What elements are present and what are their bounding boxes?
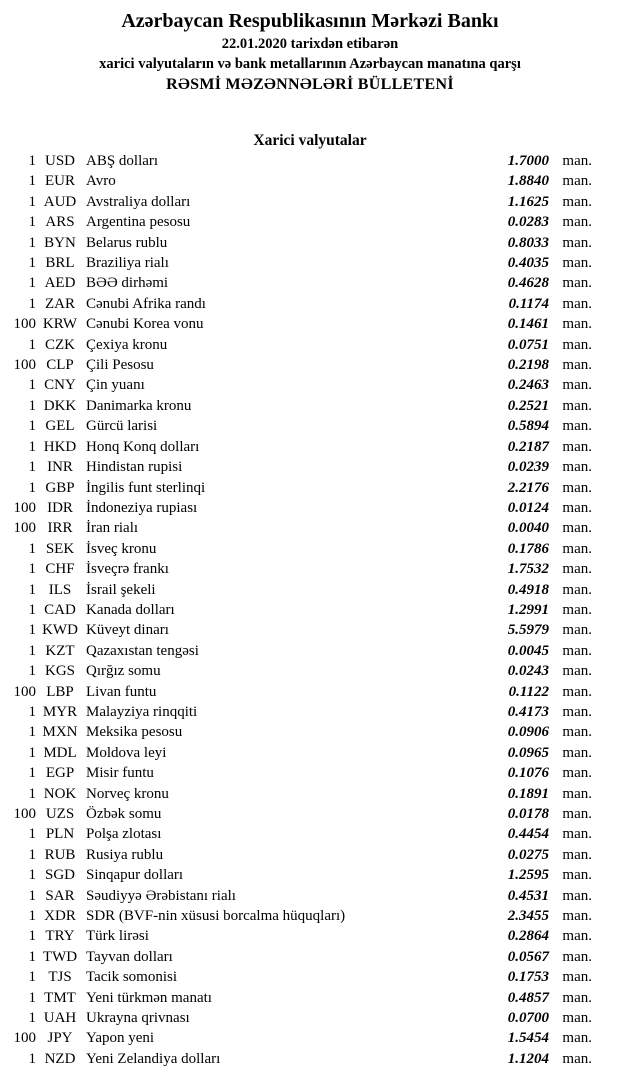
bulletin-header: [0, 0, 620, 96]
rate-row: [0, 784, 620, 804]
currency-code: UAH: [43, 1010, 77, 1027]
currency-unit-label: man.: [562, 1030, 592, 1047]
rate-quantity: 1: [28, 193, 36, 210]
rate-value: 1.1204: [507, 1050, 549, 1067]
rate-value: 0.0283: [507, 214, 549, 231]
rate-value: 1.5454: [507, 1030, 549, 1047]
rate-value: 0.0751: [507, 336, 549, 353]
currency-name: Polşa zlotası: [86, 826, 162, 843]
rate-value: 1.8840: [507, 173, 549, 190]
currency-code: KZT: [45, 642, 75, 659]
rate-value: 0.0124: [507, 499, 549, 516]
rate-row: [0, 865, 620, 885]
rate-value: 1.7000: [507, 153, 549, 169]
currency-code: NZD: [44, 1050, 76, 1067]
currency-unit-label: man.: [562, 948, 592, 965]
rate-quantity: 100: [13, 357, 36, 374]
currency-unit-label: man.: [562, 581, 592, 598]
rate-value: 0.2521: [507, 397, 549, 414]
currency-unit-label: man.: [562, 459, 592, 476]
currency-unit-label: man.: [562, 785, 592, 802]
currency-name: Qırğız somu: [86, 663, 161, 680]
rate-value: 0.5894: [507, 418, 549, 435]
currency-name: Cənubi Korea vonu: [86, 316, 204, 333]
rate-quantity: 1: [28, 989, 36, 1006]
rate-row: [0, 396, 620, 416]
currency-unit-label: man.: [562, 561, 592, 578]
rate-row: [0, 926, 620, 946]
rate-value: 0.4173: [507, 703, 549, 720]
currency-code: MYR: [42, 703, 78, 720]
rate-quantity: 100: [13, 499, 36, 516]
rate-row: [0, 1008, 620, 1028]
currency-code: ILS: [48, 581, 72, 598]
rate-row: [0, 580, 620, 600]
currency-unit-label: man.: [562, 867, 592, 884]
currency-unit-label: man.: [562, 1010, 592, 1027]
currency-unit-label: man.: [562, 806, 592, 822]
currency-name: Türk lirəsi: [86, 928, 149, 945]
currency-unit-label: man.: [562, 336, 592, 353]
currency-code: KWD: [42, 622, 78, 639]
currency-unit-label: man.: [562, 255, 592, 272]
rate-value: 1.7532: [507, 561, 549, 578]
rate-quantity: 100: [13, 683, 36, 700]
currency-unit-label: man.: [562, 663, 592, 680]
rate-row: [0, 763, 620, 783]
currency-unit-label: man.: [562, 908, 592, 925]
rate-row: [0, 335, 620, 355]
currency-code: BRL: [45, 255, 75, 272]
currency-name: Yapon yeni: [86, 1030, 155, 1047]
currency-name: Tacik somonisi: [86, 969, 178, 986]
currency-name: Çin yuanı: [86, 377, 145, 394]
currency-code: EGP: [45, 765, 75, 782]
rate-value: 0.1122: [508, 683, 549, 700]
currency-code: USD: [44, 153, 75, 169]
currency-name: Yeni Zelandiya dolları: [86, 1050, 221, 1067]
currency-name: Sinqapur dolları: [86, 867, 184, 884]
currency-code: HKD: [43, 438, 77, 455]
rate-value: 0.0239: [507, 459, 549, 476]
currency-name: Qazaxıstan tengəsi: [86, 642, 199, 659]
currency-code: CZK: [45, 336, 75, 353]
currency-code: ZAR: [45, 295, 75, 312]
rate-row: [0, 661, 620, 681]
rate-row: [0, 620, 620, 640]
currency-name: Belarus rublu: [86, 234, 168, 251]
rate-value: 0.1076: [507, 765, 549, 782]
rate-quantity: 1: [28, 153, 36, 169]
currency-code: IDR: [47, 499, 73, 516]
rate-quantity: 1: [28, 663, 36, 680]
currency-name: Meksika pesosu: [86, 724, 183, 741]
currency-code: KGS: [44, 663, 75, 680]
currency-unit-label: man.: [562, 438, 592, 455]
rate-row: [0, 886, 620, 906]
rate-value: 2.3455: [507, 908, 549, 925]
rate-value: 0.0040: [507, 520, 549, 537]
currency-unit-label: man.: [562, 193, 592, 210]
currency-code: TRY: [45, 928, 75, 945]
rate-quantity: 1: [28, 744, 36, 761]
currency-code: PLN: [45, 826, 75, 843]
rate-row: [0, 988, 620, 1008]
currency-name: İsveçrə frankı: [86, 561, 169, 578]
currency-unit-label: man.: [562, 642, 592, 659]
rate-value: 0.4035: [507, 255, 549, 272]
currency-name: ABŞ dolları: [86, 153, 159, 169]
currency-name: Honq Konq dolları: [86, 438, 200, 455]
currency-unit-label: man.: [562, 683, 592, 700]
rate-value: 0.1891: [507, 785, 549, 802]
rate-row: [0, 947, 620, 967]
currency-name: Çexiya kronu: [86, 336, 168, 353]
section-title-foreign-currencies: Xarici valyutalar: [253, 132, 367, 149]
currency-code: LBP: [46, 683, 74, 700]
rate-row: [0, 273, 620, 293]
rate-quantity: 1: [28, 969, 36, 986]
rate-quantity: 1: [28, 928, 36, 945]
rate-row: [0, 192, 620, 212]
rate-quantity: 1: [28, 173, 36, 190]
currency-code: SAR: [45, 887, 75, 904]
rate-quantity: 1: [28, 295, 36, 312]
rate-quantity: 1: [28, 397, 36, 414]
effective-date-line: 22.01.2020 tarixdən etibarən: [221, 36, 399, 52]
currency-unit-label: man.: [562, 887, 592, 904]
rate-quantity: 100: [13, 806, 36, 822]
currency-unit-label: man.: [562, 214, 592, 231]
rate-value: 1.1625: [507, 193, 549, 210]
currency-code: AED: [44, 275, 76, 292]
currency-unit-label: man.: [562, 173, 592, 190]
currency-name: Malayziya rinqqiti: [86, 703, 198, 720]
rate-row: [0, 702, 620, 722]
currency-code: KRW: [42, 316, 78, 333]
bank-name-title: Azərbaycan Respublikasının Mərkəzi Bankı: [121, 10, 499, 32]
rate-row: [0, 539, 620, 559]
rate-quantity: 1: [28, 418, 36, 435]
currency-unit-label: man.: [562, 601, 592, 618]
rate-row: [0, 355, 620, 375]
rate-value: 0.2187: [507, 438, 549, 455]
currency-name: İndoneziya rupiası: [86, 499, 198, 516]
currency-code: EUR: [45, 173, 75, 190]
rate-quantity: 1: [28, 540, 36, 557]
currency-unit-label: man.: [562, 499, 592, 516]
currency-unit-label: man.: [562, 479, 592, 496]
currency-unit-label: man.: [562, 969, 592, 986]
rate-value: 0.0243: [507, 663, 549, 680]
currency-unit-label: man.: [562, 703, 592, 720]
currency-code: CLP: [46, 357, 74, 374]
currency-name: BƏƏ dirhəmi: [86, 275, 169, 292]
currency-code: SEK: [45, 540, 75, 557]
rate-row: [0, 967, 620, 987]
currency-unit-label: man.: [562, 153, 592, 169]
currency-name: Kanada dolları: [86, 601, 175, 618]
currency-name: Yeni türkmən manatı: [86, 989, 212, 1006]
rate-row: [0, 171, 620, 191]
currency-name: Avro: [86, 173, 116, 190]
rate-row: [0, 804, 620, 824]
rate-row: [0, 375, 620, 395]
currency-name: Argentina pesosu: [86, 214, 191, 231]
currency-name: SDR (BVF-nin xüsusi borcalma hüquqları): [86, 908, 346, 925]
rate-quantity: 1: [28, 1050, 36, 1067]
currency-code: GBP: [45, 479, 75, 496]
rate-quantity: 1: [28, 826, 36, 843]
rate-value: 2.2176: [507, 479, 549, 496]
rate-value: 0.4918: [507, 581, 549, 598]
currency-name: Hindistan rupisi: [86, 459, 183, 476]
currency-code: UZS: [45, 806, 75, 822]
currency-name: İngilis funt sterlinqi: [86, 479, 206, 496]
currency-unit-label: man.: [562, 622, 592, 639]
currency-unit-label: man.: [562, 234, 592, 251]
rate-quantity: 1: [28, 785, 36, 802]
rate-row: [0, 824, 620, 844]
rate-value: 0.2864: [507, 928, 549, 945]
rate-value: 0.1786: [507, 540, 549, 557]
rate-quantity: 1: [28, 561, 36, 578]
currency-unit-label: man.: [562, 1050, 592, 1067]
rate-quantity: 100: [13, 316, 36, 333]
rate-quantity: 1: [28, 724, 36, 741]
rate-row: [0, 641, 620, 661]
currency-code: BYN: [44, 234, 76, 251]
rate-value: 0.4857: [507, 989, 549, 1006]
rate-value: 0.0700: [507, 1010, 549, 1027]
currency-name: Səudiyyə Ərəbistanı rialı: [86, 887, 236, 904]
currency-name: Misir funtu: [86, 765, 154, 782]
currency-code: MXN: [42, 724, 78, 741]
rate-quantity: 1: [28, 459, 36, 476]
rate-quantity: 1: [28, 336, 36, 353]
currency-code: MDL: [43, 744, 77, 761]
rate-value: 0.8033: [507, 234, 549, 251]
currency-name: Moldova leyi: [86, 744, 167, 761]
rate-quantity: 1: [28, 275, 36, 292]
rate-value: 0.0178: [507, 806, 549, 822]
rate-value: 0.2463: [507, 377, 549, 394]
currency-code: INR: [47, 459, 73, 476]
rate-quantity: 1: [28, 703, 36, 720]
currency-code: CNY: [44, 377, 76, 394]
rate-quantity: 1: [28, 867, 36, 884]
rate-value: 0.1753: [507, 969, 549, 986]
currency-code: NOK: [43, 785, 77, 802]
rate-row: [0, 294, 620, 314]
currency-name: İsveç kronu: [86, 540, 157, 557]
currency-unit-label: man.: [562, 744, 592, 761]
currency-unit-label: man.: [562, 275, 592, 292]
currency-code: TMT: [44, 989, 76, 1006]
currency-unit-label: man.: [562, 540, 592, 557]
rate-row: [0, 559, 620, 579]
rates-table: [0, 151, 620, 1069]
rate-quantity: 1: [28, 581, 36, 598]
rate-value: 0.0045: [507, 642, 549, 659]
currency-code: DKK: [43, 397, 77, 414]
rate-quantity: 1: [28, 948, 36, 965]
currency-unit-label: man.: [562, 928, 592, 945]
currency-code: GEL: [45, 418, 75, 435]
currency-unit-label: man.: [562, 397, 592, 414]
currency-code: TJS: [48, 969, 72, 986]
currency-unit-label: man.: [562, 724, 592, 741]
rate-value: 0.0906: [507, 724, 549, 741]
rate-quantity: 1: [28, 255, 36, 272]
rate-quantity: 1: [28, 765, 36, 782]
rate-row: [0, 478, 620, 498]
rate-value: 1.2595: [507, 867, 549, 884]
currency-code: XDR: [44, 908, 76, 925]
rate-row: [0, 437, 620, 457]
currency-unit-label: man.: [562, 989, 592, 1006]
currency-code: ARS: [45, 214, 75, 231]
rate-quantity: 100: [13, 1030, 36, 1047]
bulletin-subtitle: xarici valyutaların və bank metallarının Azərbaycan manatına qarşı: [99, 56, 521, 72]
currency-unit-label: man.: [562, 316, 592, 333]
rate-row: [0, 845, 620, 865]
currency-code: SGD: [44, 867, 75, 884]
currency-code: JPY: [47, 1030, 73, 1047]
currency-name: Braziliya rialı: [86, 255, 169, 272]
currency-unit-label: man.: [562, 357, 592, 374]
currency-code: CHF: [45, 561, 75, 578]
currency-unit-label: man.: [562, 295, 592, 312]
rate-row: [0, 1049, 620, 1069]
rate-row: [0, 314, 620, 334]
rate-row: [0, 682, 620, 702]
currency-unit-label: man.: [562, 520, 592, 537]
rate-row: [0, 743, 620, 763]
currency-name: Ukrayna qrivnası: [86, 1010, 190, 1027]
rate-row: [0, 151, 620, 171]
currency-name: İran rialı: [86, 520, 139, 537]
rate-value: 0.0567: [507, 948, 549, 965]
rate-row: [0, 722, 620, 742]
currency-unit-label: man.: [562, 846, 592, 863]
rate-quantity: 1: [28, 1010, 36, 1027]
rate-value: 0.0965: [507, 744, 549, 761]
currency-code: RUB: [44, 846, 76, 863]
rate-quantity: 1: [28, 377, 36, 394]
rate-row: [0, 253, 620, 273]
rate-row: [0, 600, 620, 620]
currency-code: AUD: [43, 193, 77, 210]
currency-name: İsrail şekeli: [86, 581, 156, 598]
rate-value: 0.4628: [507, 275, 549, 292]
rate-value: 5.5979: [507, 622, 549, 639]
rate-quantity: 1: [28, 214, 36, 231]
currency-name: Danimarka kronu: [86, 397, 192, 414]
rate-quantity: 1: [28, 234, 36, 251]
rate-quantity: 1: [28, 438, 36, 455]
currency-name: Rusiya rublu: [86, 846, 164, 863]
currency-code: IRR: [47, 520, 73, 537]
currency-name: Gürcü larisi: [86, 418, 158, 435]
rate-row: [0, 518, 620, 538]
rate-quantity: 1: [28, 887, 36, 904]
rate-row: [0, 416, 620, 436]
rate-value: 0.1174: [508, 295, 549, 312]
currency-code: CAD: [44, 601, 76, 618]
rate-quantity: 1: [28, 622, 36, 639]
rate-row: [0, 498, 620, 518]
rate-row: [0, 1028, 620, 1048]
rate-quantity: 1: [28, 479, 36, 496]
rate-row: [0, 906, 620, 926]
currency-name: Çili Pesosu: [86, 357, 154, 374]
rate-value: 0.1461: [507, 316, 549, 333]
rate-quantity: 1: [28, 642, 36, 659]
rate-quantity: 1: [28, 846, 36, 863]
currency-unit-label: man.: [562, 418, 592, 435]
bulletin-title: RƏSMİ MƏZƏNNƏLƏRİ BÜLLETENİ: [166, 76, 454, 93]
rate-quantity: 1: [28, 908, 36, 925]
currency-name: Norveç kronu: [86, 785, 169, 802]
rate-value: 1.2991: [507, 601, 549, 618]
currency-name: Özbək somu: [86, 806, 162, 822]
currency-name: Livan funtu: [86, 683, 157, 700]
currency-unit-label: man.: [562, 826, 592, 843]
currency-unit-label: man.: [562, 377, 592, 394]
currency-name: Küveyt dinarı: [86, 622, 169, 639]
currency-unit-label: man.: [562, 765, 592, 782]
rate-row: [0, 212, 620, 232]
currency-name: Tayvan dolları: [86, 948, 173, 965]
rate-value: 0.0275: [507, 846, 549, 863]
rate-quantity: 1: [28, 601, 36, 618]
rate-quantity: 100: [13, 520, 36, 537]
rate-row: [0, 457, 620, 477]
rate-value: 0.4454: [507, 826, 549, 843]
rate-value: 0.2198: [507, 357, 549, 374]
rate-value: 0.4531: [507, 887, 549, 904]
currency-name: Cənubi Afrika randı: [86, 295, 206, 312]
rate-row: [0, 233, 620, 253]
currency-name: Avstraliya dolları: [86, 193, 191, 210]
currency-code: TWD: [42, 948, 78, 965]
